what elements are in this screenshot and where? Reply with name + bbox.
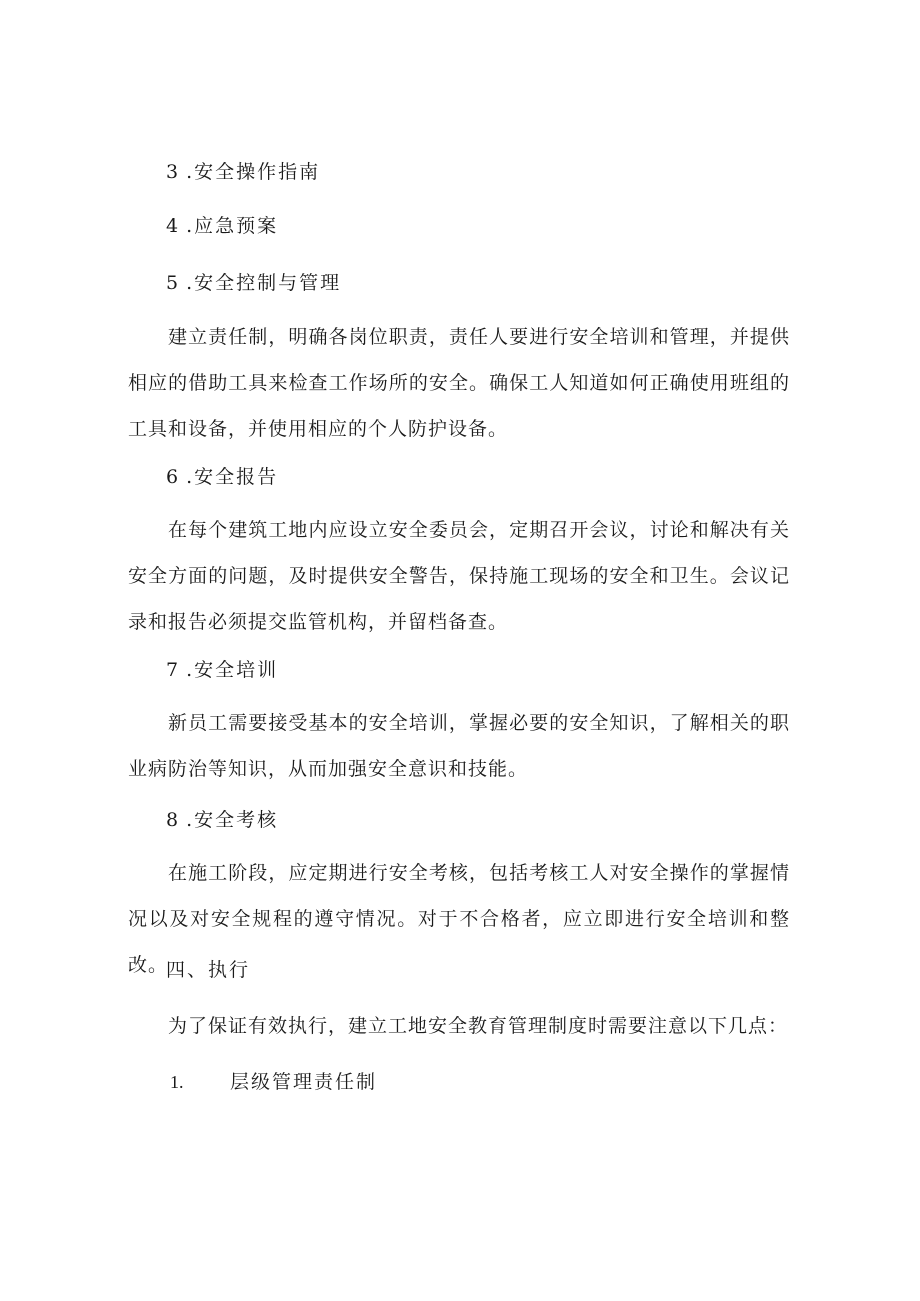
section-number: 6 — [166, 466, 181, 488]
section-4-heading — [166, 214, 278, 238]
list-item-text: 层级管理责任制 — [230, 1071, 378, 1093]
part-4-intro: 为了保证有效执行，建立工地安全教育管理制度时需要注意以下几点： — [168, 1015, 789, 1037]
list-item — [0, 1070, 920, 1094]
section-title: .安全报告 — [186, 466, 279, 488]
section-title: .安全控制与管理 — [186, 272, 342, 294]
section-title: .安全考核 — [186, 809, 279, 831]
section-6-body: 在每个建筑工地内应设立安全委员会，定期召开会议，讨论和解决有关安全方面的问题，及时提供安全警告，保持施工现场的安全和卫生。会议记录和报告必须提交监管机构，并留档备查。 — [128, 519, 790, 633]
section-number: 4 — [166, 215, 181, 237]
section-3-heading — [166, 160, 320, 184]
section-5-heading — [166, 271, 341, 295]
section-number: 7 — [166, 659, 181, 681]
section-5-body: 建立责任制，明确各岗位职责，责任人要进行安全培训和管理，并提供相应的借助工具来检查工作场所的安全。确保工人知道如何正确使用班组的工具和设备，并使用相应的个人防护设备。 — [128, 326, 790, 440]
part-4-heading: 四、执行 — [166, 959, 251, 981]
section-7-heading — [166, 658, 278, 682]
section-number: 8 — [166, 809, 181, 831]
section-title: .安全培训 — [186, 659, 279, 681]
section-title: .应急预案 — [186, 215, 279, 237]
section-7-body: 新员工需要接受基本的安全培训，掌握必要的安全知识，了解相关的职业病防治等知识，从而加强安全意识和技能。 — [128, 712, 790, 780]
section-8-heading — [166, 808, 278, 832]
section-8-body: 在施工阶段，应定期进行安全考核，包括考核工人对安全操作的掌握情况以及对安全规程的遵守情况。对于不合格者，应立即进行安全培训和整改。 — [128, 862, 790, 976]
list-item-number: 1. — [170, 1072, 184, 1092]
section-title: .安全操作指南 — [186, 161, 321, 183]
section-6-heading — [166, 465, 278, 489]
section-number: 3 — [166, 161, 181, 183]
section-number: 5 — [166, 272, 181, 294]
